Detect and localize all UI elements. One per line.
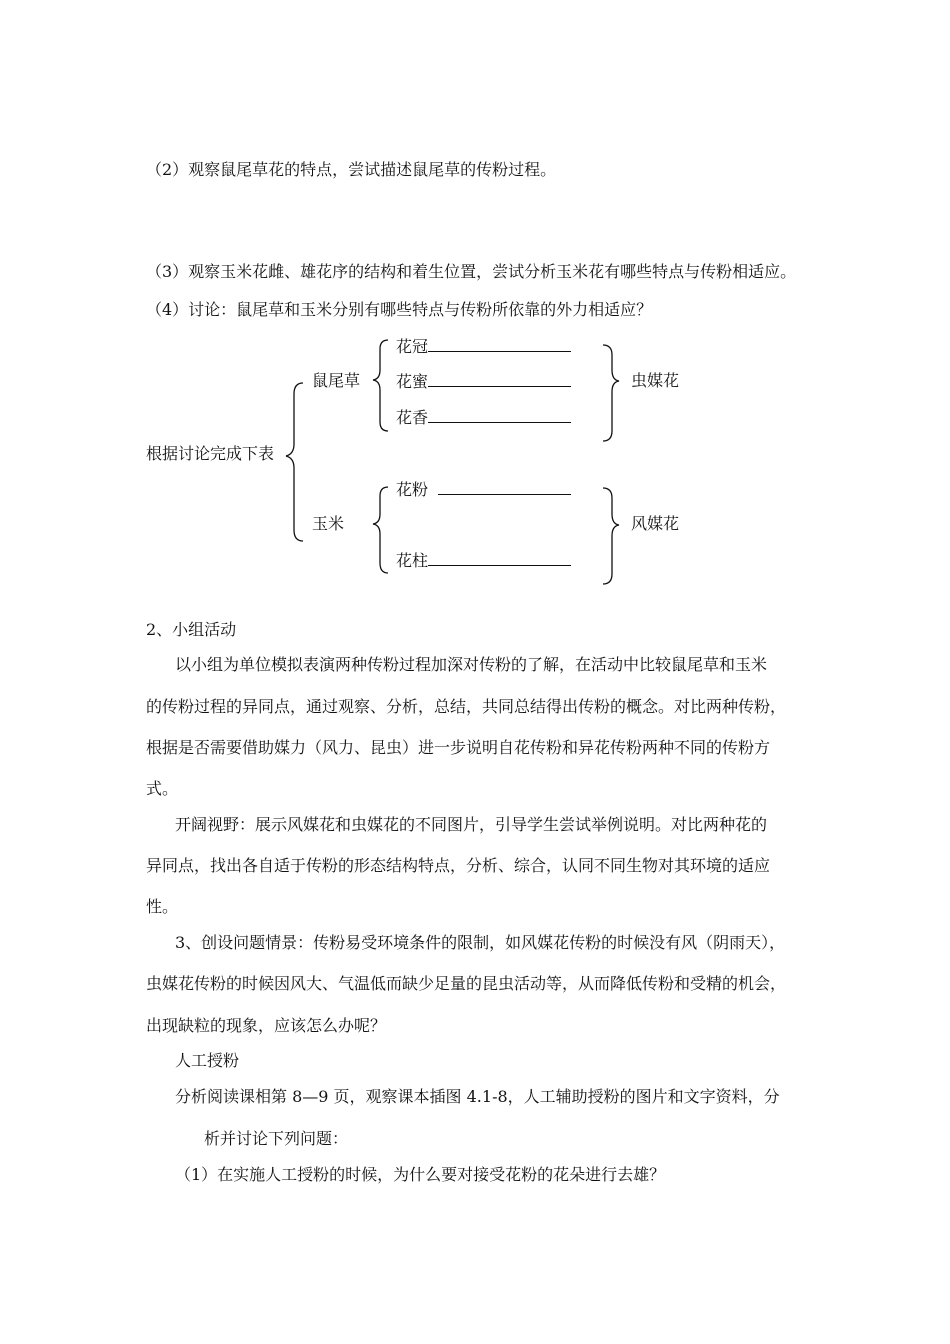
plant1-item-nectar [396, 371, 571, 392]
paragraph-line: 的传粉过程的异同点，通过观察、分析，总结，共同总结得出传粉的概念。对比两种传粉， [146, 697, 787, 716]
answer-blank[interactable] [438, 479, 571, 495]
plant1-brace [373, 340, 388, 431]
section-3-subheading: 人工授粉 [175, 1051, 240, 1070]
plant1-label: 鼠尾草 [312, 371, 361, 390]
answer-blank[interactable] [428, 407, 571, 423]
paragraph-line: 3、创设问题情景：传粉易受环境条件的限制，如风媒花传粉的时候没有风（阴雨天）， [175, 933, 786, 952]
plant2-item-style [396, 550, 571, 571]
answer-blank[interactable] [428, 336, 571, 352]
plant1-type: 虫媒花 [631, 371, 680, 390]
question-1: （1）在实施人工授粉的时候，为什么要对接受花粉的花朵进行去雄？ [175, 1165, 666, 1184]
paragraph-line: 异同点，找出各自适于传粉的形态结构特点，分析、综合，认同不同生物对其环境的适应 [146, 856, 771, 875]
plant2-type: 风媒花 [631, 514, 680, 533]
plant1-item-fragrance [396, 407, 571, 428]
answer-blank[interactable] [428, 371, 571, 387]
section-2-heading: 2、小组活动 [146, 620, 237, 639]
question-4: （4）讨论：鼠尾草和玉米分别有哪些特点与传粉所依靠的外力相适应？ [146, 300, 653, 319]
paragraph-line: 以小组为单位模拟表演两种传粉过程加深对传粉的了解，在活动中比较鼠尾草和玉米 [175, 655, 768, 674]
answer-blank[interactable] [428, 550, 571, 566]
paragraph-line: 根据是否需要借助媒力（风力、昆虫）进一步说明自花传粉和异花传粉两种不同的传粉方 [146, 738, 771, 757]
plant1-item-corolla [396, 336, 571, 357]
item-label: 花蜜 [396, 372, 429, 391]
diagram-root-label: 根据讨论完成下表 [146, 444, 275, 463]
root-brace [286, 383, 303, 541]
item-label: 花香 [396, 408, 429, 427]
item-label: 花柱 [396, 551, 429, 570]
paragraph-line: 性。 [146, 897, 179, 916]
paragraph-line: 出现缺粒的现象，应该怎么办呢？ [146, 1016, 387, 1035]
paragraph-line: 虫媒花传粉的时候因风大、气温低而缺少足量的昆虫活动等，从而降低传粉和受精的机会， [146, 974, 787, 993]
paragraph-line: 开阔视野：展示风媒花和虫媒花的不同图片，引导学生尝试举例说明。对比两种花的 [175, 815, 768, 834]
plant2-type-brace [603, 488, 619, 584]
plant2-item-pollen [396, 479, 571, 500]
item-label: 花冠 [396, 337, 429, 356]
plant2-brace [373, 487, 388, 573]
question-2: （2）观察鼠尾草花的特点，尝试描述鼠尾草的传粉过程。 [146, 160, 557, 179]
paragraph-line: 分析阅读课相第 8—9 页，观察课本插图 4.1-8，人工辅助授粉的图片和文字资料，分 [175, 1087, 780, 1106]
item-label: 花粉 [396, 480, 429, 499]
question-3: （3）观察玉米花雌、雄花序的结构和着生位置，尝试分析玉米花有哪些特点与传粉相适应。 [146, 262, 797, 281]
plant2-label: 玉米 [312, 514, 345, 533]
paragraph-line: 析并讨论下列问题： [204, 1129, 349, 1148]
paragraph-line: 式。 [146, 779, 179, 798]
plant1-type-brace [603, 345, 619, 441]
